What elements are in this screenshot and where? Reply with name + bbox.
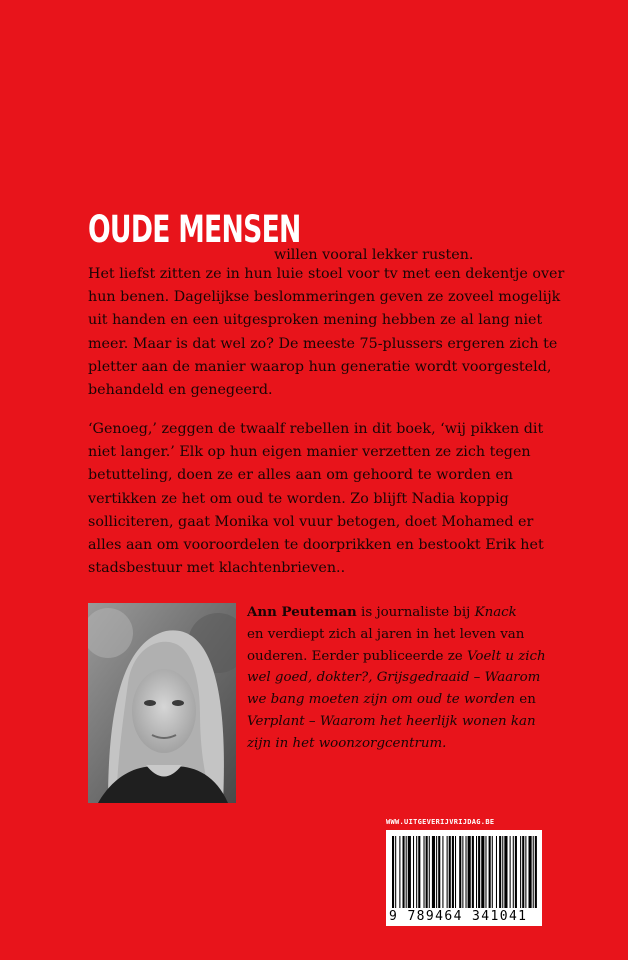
barcode-bar bbox=[449, 836, 451, 908]
barcode-bar bbox=[436, 836, 437, 908]
bio-italic: Voelt u zich bbox=[466, 648, 546, 664]
barcode-bars bbox=[386, 834, 542, 912]
author-photo bbox=[88, 603, 236, 803]
barcode-bar bbox=[525, 836, 526, 908]
text-line: Het liefst zitten ze in hun luie stoel voor tv met een dekentje over bbox=[88, 266, 565, 282]
barcode-bar bbox=[416, 836, 417, 908]
rebels-paragraph bbox=[88, 418, 558, 580]
isbn-number: 9 789464 341041 bbox=[389, 909, 528, 924]
bio-line: en verdiept zich al jaren in het leven van bbox=[247, 626, 525, 642]
text-line: meer. Maar is dat wel zo? De meeste 75-plussers ergeren zich te bbox=[88, 335, 558, 352]
barcode-bar bbox=[413, 836, 414, 908]
text-line: ‘Genoeg,’ zeggen de twaalf rebellen in dit boek, ‘wij pikken dit bbox=[88, 421, 544, 437]
barcode-bar bbox=[529, 836, 532, 908]
bio-line bbox=[247, 711, 567, 733]
barcode-bar bbox=[510, 836, 511, 908]
bio-italic: wel goed, dokter?, Grijsgedraaid – Waarom bbox=[247, 670, 541, 686]
barcode-bar bbox=[399, 836, 400, 908]
barcode-bar bbox=[455, 836, 456, 908]
barcode-bar bbox=[481, 836, 484, 908]
barcode-bar bbox=[408, 836, 411, 908]
book-title: OUDE MENSEN bbox=[88, 208, 301, 251]
barcode-bar bbox=[452, 836, 454, 908]
barcode-bar bbox=[395, 836, 396, 908]
text-line: pletter aan de manier waarop hun generatie wordt voorgesteld, bbox=[88, 358, 552, 375]
text-line: vertikken ze het om oud te worden. Zo blijft Nadia koppig bbox=[88, 490, 509, 507]
barcode-bar bbox=[447, 836, 448, 908]
barcode-bar bbox=[392, 836, 394, 908]
barcode-bar bbox=[499, 836, 501, 908]
barcode-bar bbox=[462, 836, 463, 908]
intro-first-line: willen vooral lekker rusten. bbox=[274, 247, 474, 263]
bio-italic: we bang moeten zijn om oud te worden bbox=[247, 692, 516, 708]
barcode-bar bbox=[476, 836, 477, 908]
bio-line bbox=[247, 689, 567, 711]
bio-line bbox=[247, 733, 567, 755]
barcode-bar bbox=[426, 836, 428, 908]
bio-italic: Knack bbox=[474, 605, 517, 620]
author-name: Ann Peuteman bbox=[247, 604, 357, 620]
barcode-bar bbox=[424, 836, 425, 908]
barcode-bar bbox=[442, 836, 443, 908]
text-line: uit handen en een uitgesproken mening hebben ze al lang niet bbox=[88, 312, 543, 329]
barcode-bar bbox=[406, 836, 407, 908]
barcode-bar bbox=[403, 836, 405, 908]
barcode-bar bbox=[535, 836, 537, 908]
barcode-bar bbox=[515, 836, 517, 908]
text-line: niet langer.’ Elk op hun eigen manier verzetten ze zich tegen bbox=[88, 444, 531, 461]
bio-line bbox=[247, 646, 567, 668]
barcode-bar bbox=[478, 836, 480, 908]
barcode-bar bbox=[432, 836, 435, 908]
barcode-bar bbox=[429, 836, 430, 908]
barcode-bar bbox=[466, 836, 467, 908]
barcode bbox=[386, 830, 542, 926]
barcode-bar bbox=[504, 836, 507, 908]
bio-italic: zijn in het woonzorgcentrum. bbox=[247, 735, 447, 751]
barcode-bar bbox=[496, 836, 497, 908]
text-line: solliciteren, gaat Monika vol vuur betogen, doet Mohamed er bbox=[88, 513, 534, 530]
barcode-bar bbox=[418, 836, 420, 908]
text-line: behandeld en genegeerd. bbox=[88, 382, 273, 399]
barcode-bar bbox=[468, 836, 471, 908]
author-bio bbox=[247, 602, 567, 755]
publisher-url: WWW.UITGEVERIJVRIJDAG.BE bbox=[386, 818, 495, 826]
bio-text: ouderen. Eerder publiceerde ze bbox=[247, 648, 467, 664]
barcode-bar bbox=[472, 836, 474, 908]
author-portrait-image bbox=[88, 603, 236, 803]
bio-line bbox=[247, 667, 567, 689]
barcode-area bbox=[386, 818, 542, 930]
barcode-bar bbox=[513, 836, 514, 908]
bio-italic: Verplant – Waarom het heerlijk wonen kan bbox=[247, 713, 536, 729]
text-line: betutteling, doen ze er alles aan om gehoord te worden en bbox=[88, 467, 514, 484]
text-line: stadsbestuur met klachtenbrieven.. bbox=[88, 560, 346, 577]
barcode-bar bbox=[492, 836, 493, 908]
barcode-bar bbox=[438, 836, 440, 908]
barcode-bar bbox=[489, 836, 491, 908]
barcode-bar bbox=[459, 836, 461, 908]
bio-text: is journaliste bij bbox=[356, 605, 475, 620]
barcode-bar bbox=[485, 836, 486, 908]
text-line: hun benen. Dagelijkse beslommeringen geven ze zoveel mogelijk bbox=[88, 289, 561, 306]
bio-text: en bbox=[515, 692, 536, 708]
barcode-bar bbox=[502, 836, 503, 908]
barcode-bar bbox=[533, 836, 534, 908]
bio-line bbox=[247, 602, 567, 624]
text-line: alles aan om vooroordelen te doorprikken en bestookt Erik het bbox=[88, 537, 544, 554]
intro-paragraph bbox=[88, 263, 565, 402]
barcode-bar bbox=[520, 836, 521, 908]
barcode-bar bbox=[522, 836, 524, 908]
